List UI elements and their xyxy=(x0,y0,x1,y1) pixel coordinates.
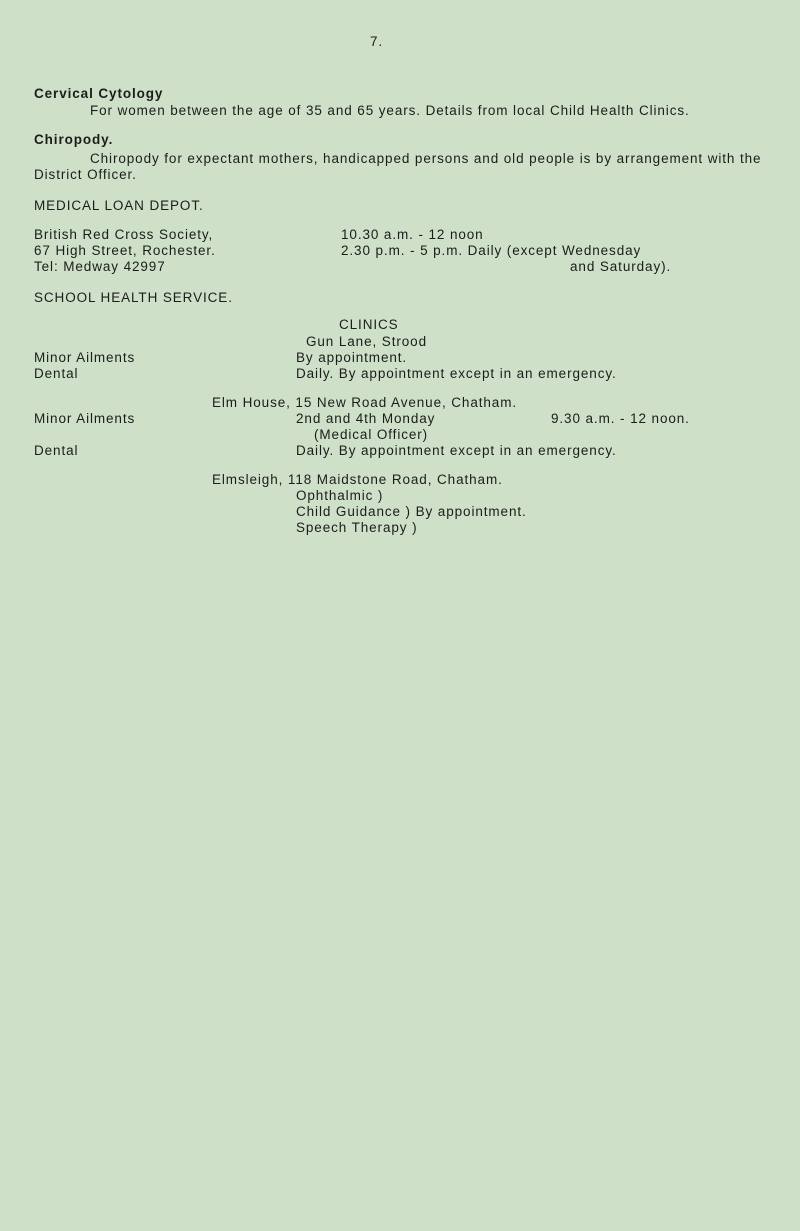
clinics-heading: CLINICS xyxy=(339,317,399,332)
elm-minor-ailments-time: 9.30 a.m. - 12 noon. xyxy=(551,411,690,426)
elmsleigh-service-ophthalmic: Ophthalmic ) xyxy=(296,488,384,503)
elmsleigh-location: Elmsleigh, 118 Maidstone Road, Chatham. xyxy=(212,472,503,487)
chiropody-text-line1: Chiropody for expectant mothers, handicapped persons and old people is by arrangement with the xyxy=(90,151,762,166)
elm-minor-ailments-note: (Medical Officer) xyxy=(314,427,429,442)
strood-minor-ailments-label: Minor Ailments xyxy=(34,350,136,365)
elm-dental-detail: Daily. By appointment except in an emergency. xyxy=(296,443,617,458)
loan-depot-hours-3: and Saturday). xyxy=(570,259,672,274)
cervical-text: For women between the age of 35 and 65 years. Details from local Child Health Clinics. xyxy=(90,103,690,118)
loan-depot-address-line2: 67 High Street, Rochester. xyxy=(34,243,216,258)
strood-minor-ailments-detail: By appointment. xyxy=(296,350,408,365)
chiropody-text-line2: District Officer. xyxy=(34,167,137,182)
loan-depot-hours-2: 2.30 p.m. - 5 p.m. Daily (except Wednesday xyxy=(341,243,642,258)
elm-minor-ailments-label: Minor Ailments xyxy=(34,411,136,426)
elmsleigh-service-speech-therapy: Speech Therapy ) xyxy=(296,520,418,535)
cervical-heading: Cervical Cytology xyxy=(34,86,164,101)
elm-dental-label: Dental xyxy=(34,443,79,458)
elmsleigh-service-child-guidance: Child Guidance ) By appointment. xyxy=(296,504,527,519)
elm-minor-ailments-detail: 2nd and 4th Monday xyxy=(296,411,436,426)
loan-depot-hours-1: 10.30 a.m. - 12 noon xyxy=(341,227,484,242)
strood-location: Gun Lane, Strood xyxy=(306,334,427,349)
loan-depot-address-line1: British Red Cross Society, xyxy=(34,227,214,242)
page-number: 7. xyxy=(370,34,384,49)
chiropody-heading: Chiropody. xyxy=(34,132,114,147)
strood-dental-detail: Daily. By appointment except in an emergency. xyxy=(296,366,617,381)
loan-depot-heading: MEDICAL LOAN DEPOT. xyxy=(34,198,204,213)
loan-depot-phone: Tel: Medway 42997 xyxy=(34,259,166,274)
elm-house-location: Elm House, 15 New Road Avenue, Chatham. xyxy=(212,395,518,410)
school-health-heading: SCHOOL HEALTH SERVICE. xyxy=(34,290,233,305)
strood-dental-label: Dental xyxy=(34,366,79,381)
